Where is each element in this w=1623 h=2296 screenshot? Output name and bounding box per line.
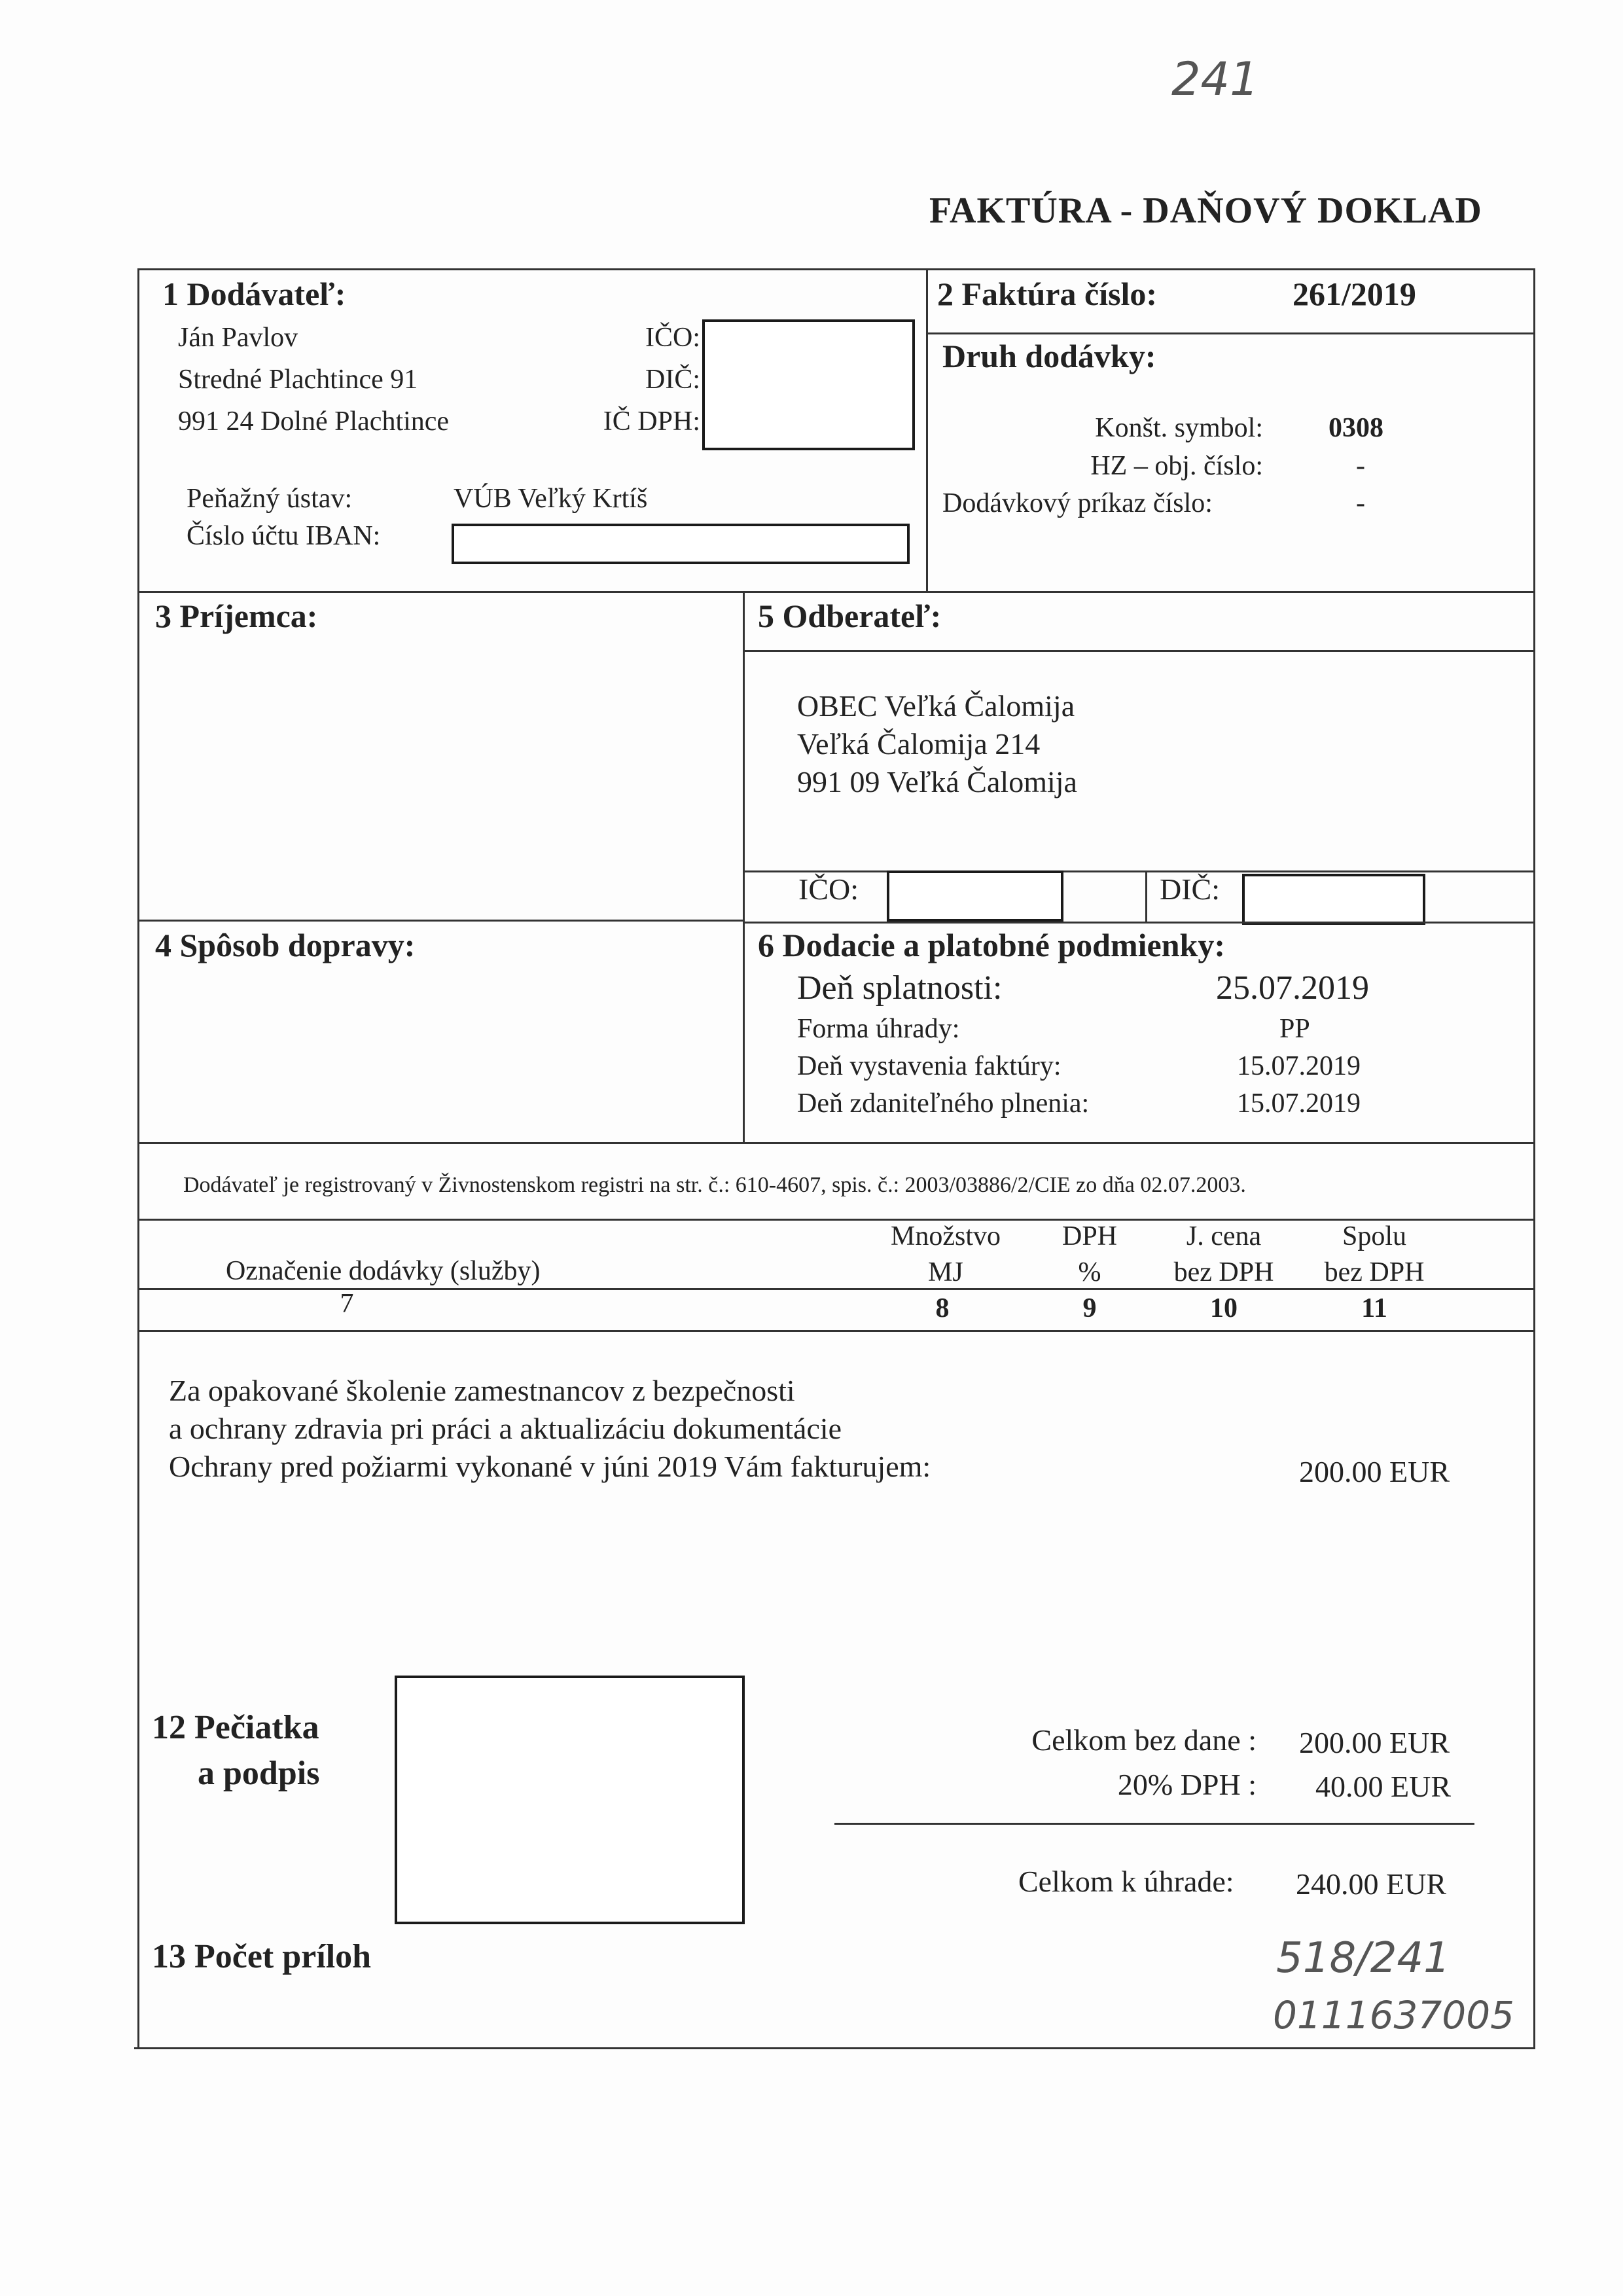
col-vat-header-2: % — [1078, 1257, 1101, 1287]
col-qty-header-1: Množstvo — [891, 1221, 1001, 1251]
total-net-value: 200.00 EUR — [1299, 1726, 1450, 1759]
customer-heading: 5 Odberateľ: — [758, 598, 942, 634]
total-due-value: 240.00 EUR — [1296, 1867, 1446, 1901]
redacted-iban — [452, 524, 910, 564]
redacted-customer-dic — [1242, 874, 1425, 925]
customer-dic-label: DIČ: — [1160, 872, 1220, 906]
supplier-iban-label: Číslo účtu IBAN: — [187, 521, 381, 551]
item-line-3: Ochrany pred požiarmi vykonané v júni 2019 Vám fakturujem: — [169, 1450, 931, 1483]
item-amount: 200.00 EUR — [1299, 1455, 1450, 1488]
supplier-street: Stredné Plachtince 91 — [178, 365, 418, 395]
divider-recipient-customer — [743, 591, 745, 1144]
customer-city: 991 09 Veľká Čalomija — [797, 765, 1077, 798]
hz-label: HZ – obj. číslo: — [1090, 451, 1263, 481]
customer-street: Veľká Čalomija 214 — [797, 727, 1041, 761]
invoice-number-label: 2 Faktúra číslo: — [937, 276, 1158, 312]
redacted-supplier-ids — [702, 319, 915, 450]
col-unit-header-2: bez DPH — [1173, 1257, 1274, 1287]
item-line-2: a ochrany zdravia pri práci a aktualizáciu dokumentácie — [169, 1412, 842, 1445]
col-qty-number: 8 — [935, 1293, 950, 1323]
delivery-type-label: Druh dodávky: — [942, 338, 1156, 374]
taxable-date-value: 15.07.2019 — [1237, 1088, 1361, 1119]
recipient-heading: 3 Príjemca: — [155, 598, 318, 634]
divider-customer-ico-dic — [1145, 870, 1147, 923]
terms-heading: 6 Dodacie a platobné podmienky: — [758, 927, 1225, 963]
col-desc-header: Označenie dodávky (služby) — [226, 1256, 541, 1286]
col-total-header-1: Spolu — [1342, 1221, 1407, 1251]
taxable-date-label: Deň zdaniteľného plnenia: — [797, 1088, 1090, 1119]
col-vat-header-1: DPH — [1061, 1221, 1118, 1251]
col-unit-number: 10 — [1210, 1293, 1238, 1323]
document-title: FAKTÚRA - DAŇOVÝ DOKLAD — [929, 190, 1482, 231]
due-date-value: 25.07.2019 — [1216, 969, 1369, 1007]
due-date-label: Deň splatnosti: — [797, 969, 1003, 1007]
handwritten-top-number: 241 — [1171, 52, 1259, 106]
supplier-name: Ján Pavlov — [178, 323, 298, 353]
handwritten-note-1: 518/241 — [1276, 1934, 1450, 1982]
payment-form-label: Forma úhrady: — [797, 1014, 960, 1044]
issue-date-label: Deň vystavenia faktúry: — [797, 1051, 1061, 1081]
frame-right — [1533, 268, 1535, 2049]
frame-left — [137, 268, 139, 2049]
col-vat-number: 9 — [1082, 1293, 1097, 1323]
supplier-icdph-label: IČ DPH: — [603, 406, 700, 437]
total-due-label: Celkom k úhrade: — [1018, 1865, 1234, 1898]
col-unit-header-1: J. cena — [1186, 1221, 1262, 1251]
frame-top — [137, 268, 1535, 270]
divider-invoice-number — [926, 332, 1535, 334]
transport-heading: 4 Spôsob dopravy: — [155, 927, 416, 963]
col-total-number: 11 — [1361, 1293, 1387, 1323]
supplier-ico-label: IČO: — [645, 323, 700, 353]
col-qty-header-2: MJ — [928, 1257, 963, 1287]
supplier-bank-label: Peňažný ústav: — [187, 484, 353, 514]
redacted-stamp-signature — [395, 1676, 745, 1924]
redacted-customer-ico — [887, 870, 1063, 922]
divider-customer-bottom — [743, 922, 1535, 924]
issue-date-value: 15.07.2019 — [1237, 1051, 1361, 1081]
divider-customer-ids — [743, 870, 1535, 872]
order-label: Dodávkový príkaz číslo: — [942, 488, 1213, 518]
invoice-number-value: 261/2019 — [1293, 276, 1416, 312]
total-vat-label: 20% DPH : — [1117, 1768, 1257, 1801]
stamp-heading-1: 12 Pečiatka — [152, 1709, 319, 1746]
col-desc-number: 7 — [340, 1289, 354, 1319]
divider-top-section — [137, 591, 1535, 593]
divider-table-numbers — [137, 1330, 1535, 1332]
col-total-header-2: bez DPH — [1324, 1257, 1425, 1287]
supplier-dic-label: DIČ: — [645, 365, 700, 395]
handwritten-note-2: 0111637005 — [1273, 1993, 1515, 2037]
payment-form-value: PP — [1279, 1014, 1310, 1044]
frame-bottom — [134, 2047, 1535, 2049]
supplier-city: 991 24 Dolné Plachtince — [178, 406, 450, 437]
attachments-heading: 13 Počet príloh — [152, 1938, 372, 1975]
hz-value: - — [1356, 451, 1365, 481]
item-line-1: Za opakované školenie zamestnancov z bezpečnosti — [169, 1374, 795, 1407]
const-symbol-value: 0308 — [1329, 413, 1383, 443]
divider-customer-heading — [743, 650, 1535, 652]
divider-totals — [834, 1823, 1474, 1825]
customer-name: OBEC Veľká Čalomija — [797, 689, 1075, 723]
registry-note: Dodávateľ je registrovaný v Živnostenskom registri na str. č.: 610-4607, spis. č.: 2003/03886/2/CIE zo dňa 02.07.2003. — [183, 1173, 1246, 1197]
order-value: - — [1356, 488, 1365, 518]
divider-supplier-invoice — [926, 268, 928, 592]
supplier-bank-value: VÚB Veľký Krtíš — [454, 484, 648, 514]
const-symbol-label: Konšt. symbol: — [1095, 413, 1263, 443]
total-net-label: Celkom bez dane : — [1031, 1723, 1257, 1757]
supplier-heading: 1 Dodávateľ: — [162, 276, 346, 312]
total-vat-value: 40.00 EUR — [1315, 1770, 1451, 1803]
divider-terms-bottom — [137, 1142, 1535, 1144]
customer-ico-label: IČO: — [798, 872, 859, 906]
divider-recipient-bottom — [137, 920, 744, 922]
stamp-heading-2: a podpis — [198, 1755, 320, 1792]
